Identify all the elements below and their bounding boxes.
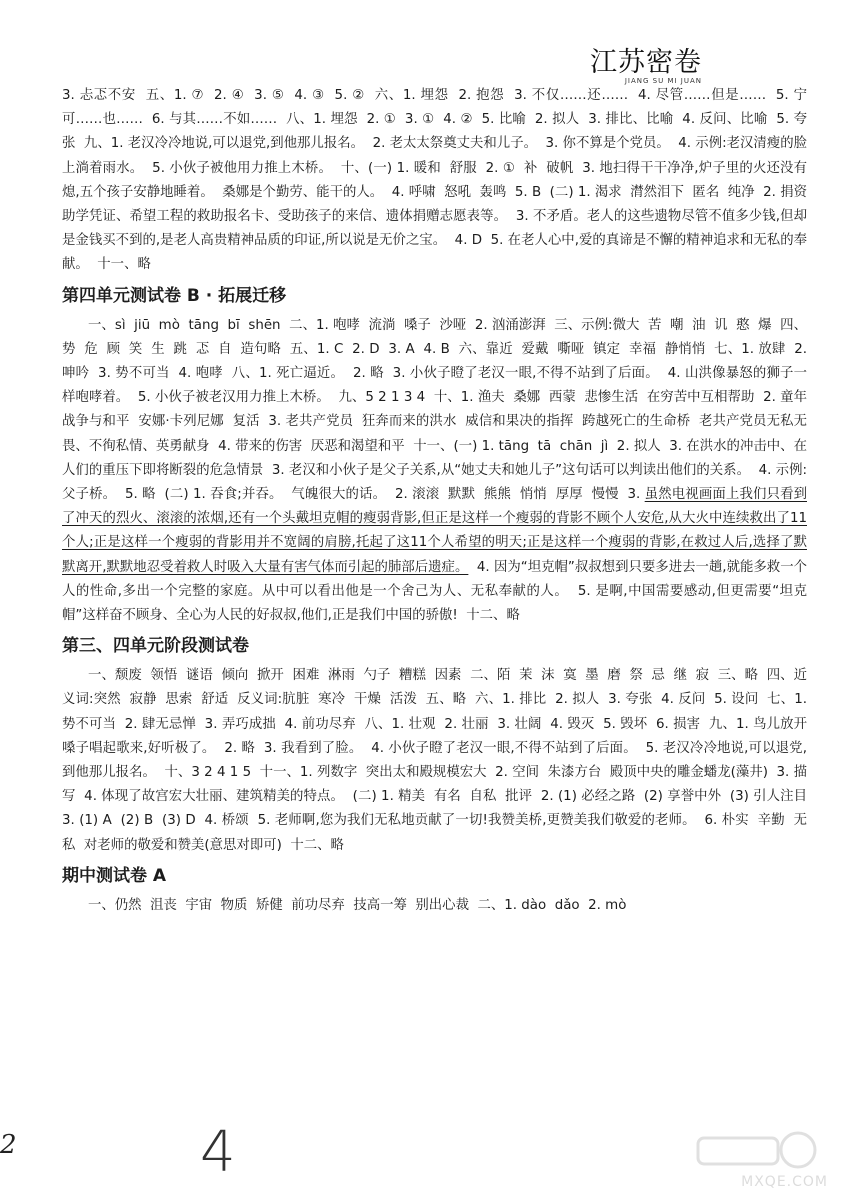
answer-text-unit4-b-part1: 一、sì jiū mò tāng bī shēn 二、1. 咆哮 流淌 嗓子 沙哑 2. 汹涌澎湃 三、示例:微大 苦 嘲 油 讥 憨 爆 四、势 危 顾 笑 生 跳 忑 自 造句略 五、1. C 2. D 3. A 4. B 六、靠近 爱戴 嘶哑 镇定 幸福 静悄悄 七、1. 放肆 2. 呻吟 3. 势不可当 4. 咆哮 八、1. 死亡逼近。 2. 略 3. 小伙子瞪了老汉一眼,不得不站到了后面。 4. 山洪像暴怒的狮子一样咆哮着。 5. 小伙子被老汉用力推上木桥。 九、5 2 1 3 4 十、1. 渔夫 桑娜 西蒙 悲惨生活 在穷苦中互相帮助 2. 童年 战争与和平 安娜·卡列尼娜 复活 3. 老共产党员 狂奔而来的洪水 威信和果决的指挥 跨越死亡的生命桥 老共产党员无私无畏、不徇私情、英勇献身 4. 带来的伤害 厌恶和渴望和平 十一、(一) 1. tāng tā chān jì 2. 拟人 3. 在洪水的冲击中、在人们的重压下即将断裂的危急情景 3. 老汉和小伙子是父子关系,从“她丈夫和她儿子”这句话可以判读出他们的关系。 4. 示例:父子桥。 5. 略 (二) 1. 吞食;并吞。 气魄很大的话。 2. 滚滚 默默 熊熊 悄悄 厚厚 慢慢 3. <box>62 317 816 503</box>
handwritten-mark: 4 <box>200 1120 236 1185</box>
answer-text-unit4-b-part2: 4. 因为“坦克帽”叔叔想到只要多进去一趟,就能多救一个人的性命,多出一个完整的家庭。从中可以看出他是一个舍己为人、无私奉献的人。 5. 是啊,中国需要感动,但更需要“坦克帽”这样奋不顾身、全心为人民的好叔叔,他们,正是我们中国的骄傲! 十二、略 <box>62 559 807 624</box>
watermark-text: MXQE.COM <box>741 1174 828 1190</box>
section-heading-stage-test: 第三、四单元阶段测试卷 <box>62 636 249 657</box>
answer-content <box>62 84 816 918</box>
section-heading-midterm-a: 期中测试卷 A <box>62 865 167 886</box>
watermark-logo <box>688 1130 828 1190</box>
underlined-answer-text: 虽然电视画面上我们只看到了冲天的烈火、滚滚的浓烟,还有一个头戴坦克帽的瘦弱背影,但正是这样一个瘦弱的背影不顾个人安危,从大火中连续救出了11个人;正是这样一个瘦弱的背影用并不宽阔的肩膀,托起了这11个人希望的明天;正是这样一个瘦弱的背影,在救过人后,选择了默默离开,默默地忍受着救人时吸入大量有害气体而引起的肺部后遗症。 <box>62 487 807 575</box>
brand-logo <box>590 40 702 85</box>
answer-paragraph-stage-test: 一、颓废 领悟 谜语 倾向 掀开 困难 淋雨 勺子 糟糕 因素 二、陌 茉 沫 寞 墨 磨 祭 忌 继 寂 三、略 四、近义词:突然 寂静 思索 舒适 反义词:肮脏 寒冷 干燥 活泼 五、略 六、1. 排比 2. 拟人 3. 夸张 4. 反问 5. 设问 七、1. 势不可当 2. 肆无忌惮 3. 弄巧成拙 4. 前功尽弃 八、1. 壮观 2. 壮丽 3. 壮阔 4. 毁灭 5. 毁坏 6. 损害 九、1. 鸟儿放开嗓子唱起歌来,好听极了。 2. 略 3. 我看到了脸。 4. 小伙子瞪了老汉一眼,不得不站到了后面。 5. 老汉冷冷地说,可以退党,到他那儿报名。 十、3 2 4 1 5 十一、1. 列数字 突出太和殿规模宏大 2. 空间 朱漆方台 殿顶中央的雕金蟠龙(藻井) 3. 描写 4. 体现了故宫宏大壮丽、建筑精美的特点。 (二) 1. 精美 有名 自私 批评 2. (1) 必经之路 (2) 享誉中外 (3) 引人注目 3. (1) A (2) B (3) D 4. 桥颂 5. 老师啊,您为我们无私地贡献了一切!我赞美桥,更赞美我们敬爱的老师。 6. 朴实 辛勤 无私 对老师的敬爱和赞美(意思对即可) 十二、略 <box>62 668 816 853</box>
page-number: 2 <box>0 1130 17 1160</box>
brand-subtitle: JIANG SU MI JUAN <box>624 77 702 85</box>
answer-paragraph-midterm-a: 一、仍然 沮丧 宇宙 物质 矫健 前功尽弃 技高一筹 别出心裁 二、1. dào dǎo 2. mò <box>88 897 627 913</box>
brand-title: 江苏密卷 <box>590 47 702 78</box>
watermark-icon <box>688 1130 828 1172</box>
section-heading-unit4-b: 第四单元测试卷 B · 拓展迁移 <box>62 285 287 306</box>
answer-paragraph-unit4-b <box>62 314 816 629</box>
answer-paragraph-unit-test-a: 3. 忐忑不安 五、1. ⑦ 2. ④ 3. ⑤ 4. ③ 5. ② 六、1. 埋怨 2. 抱怨 3. 不仅……还…… 4. 尽管……但是…… 5. 宁可……也…… 6. 与其……不如…… 八、1. 埋怨 2. ① 3. ① 4. ② 5. 比喻 2. 拟人 3. 排比、比喻 4. 反问、比喻 5. 夸张 九、1. 老汉冷冷地说,可以退党,到他那儿报名。 2. 老太太祭奠丈夫和儿子。 3. 你不算是个党员。 4. 示例:老汉清瘦的脸上淌着雨水。 5. 小伙子被他用力推上木桥。 十、(一) 1. 暖和 舒服 2. ① 补 破帆 3. 地扫得干干净净,炉子里的火还没有熄,五个孩子安静地睡着。 桑娜是个勤劳、能干的人。 4. 呼啸 怒吼 轰鸣 5. B (二) 1. 渴求 潸然泪下 匿名 纯净 2. 捐资助学凭证、希望工程的救助报名卡、受助孩子的来信、遗体捐赠志愿表等。 3. 不矛盾。老人的这些遗物尽管不值多少钱,但却是金钱买不到的,是老人高贵精神品质的印证,所以说是无价之宝。 4. D 5. 在老人心中,爱的真谛是不懈的精神追求和无私的奉献。 十一、略 <box>62 88 807 273</box>
